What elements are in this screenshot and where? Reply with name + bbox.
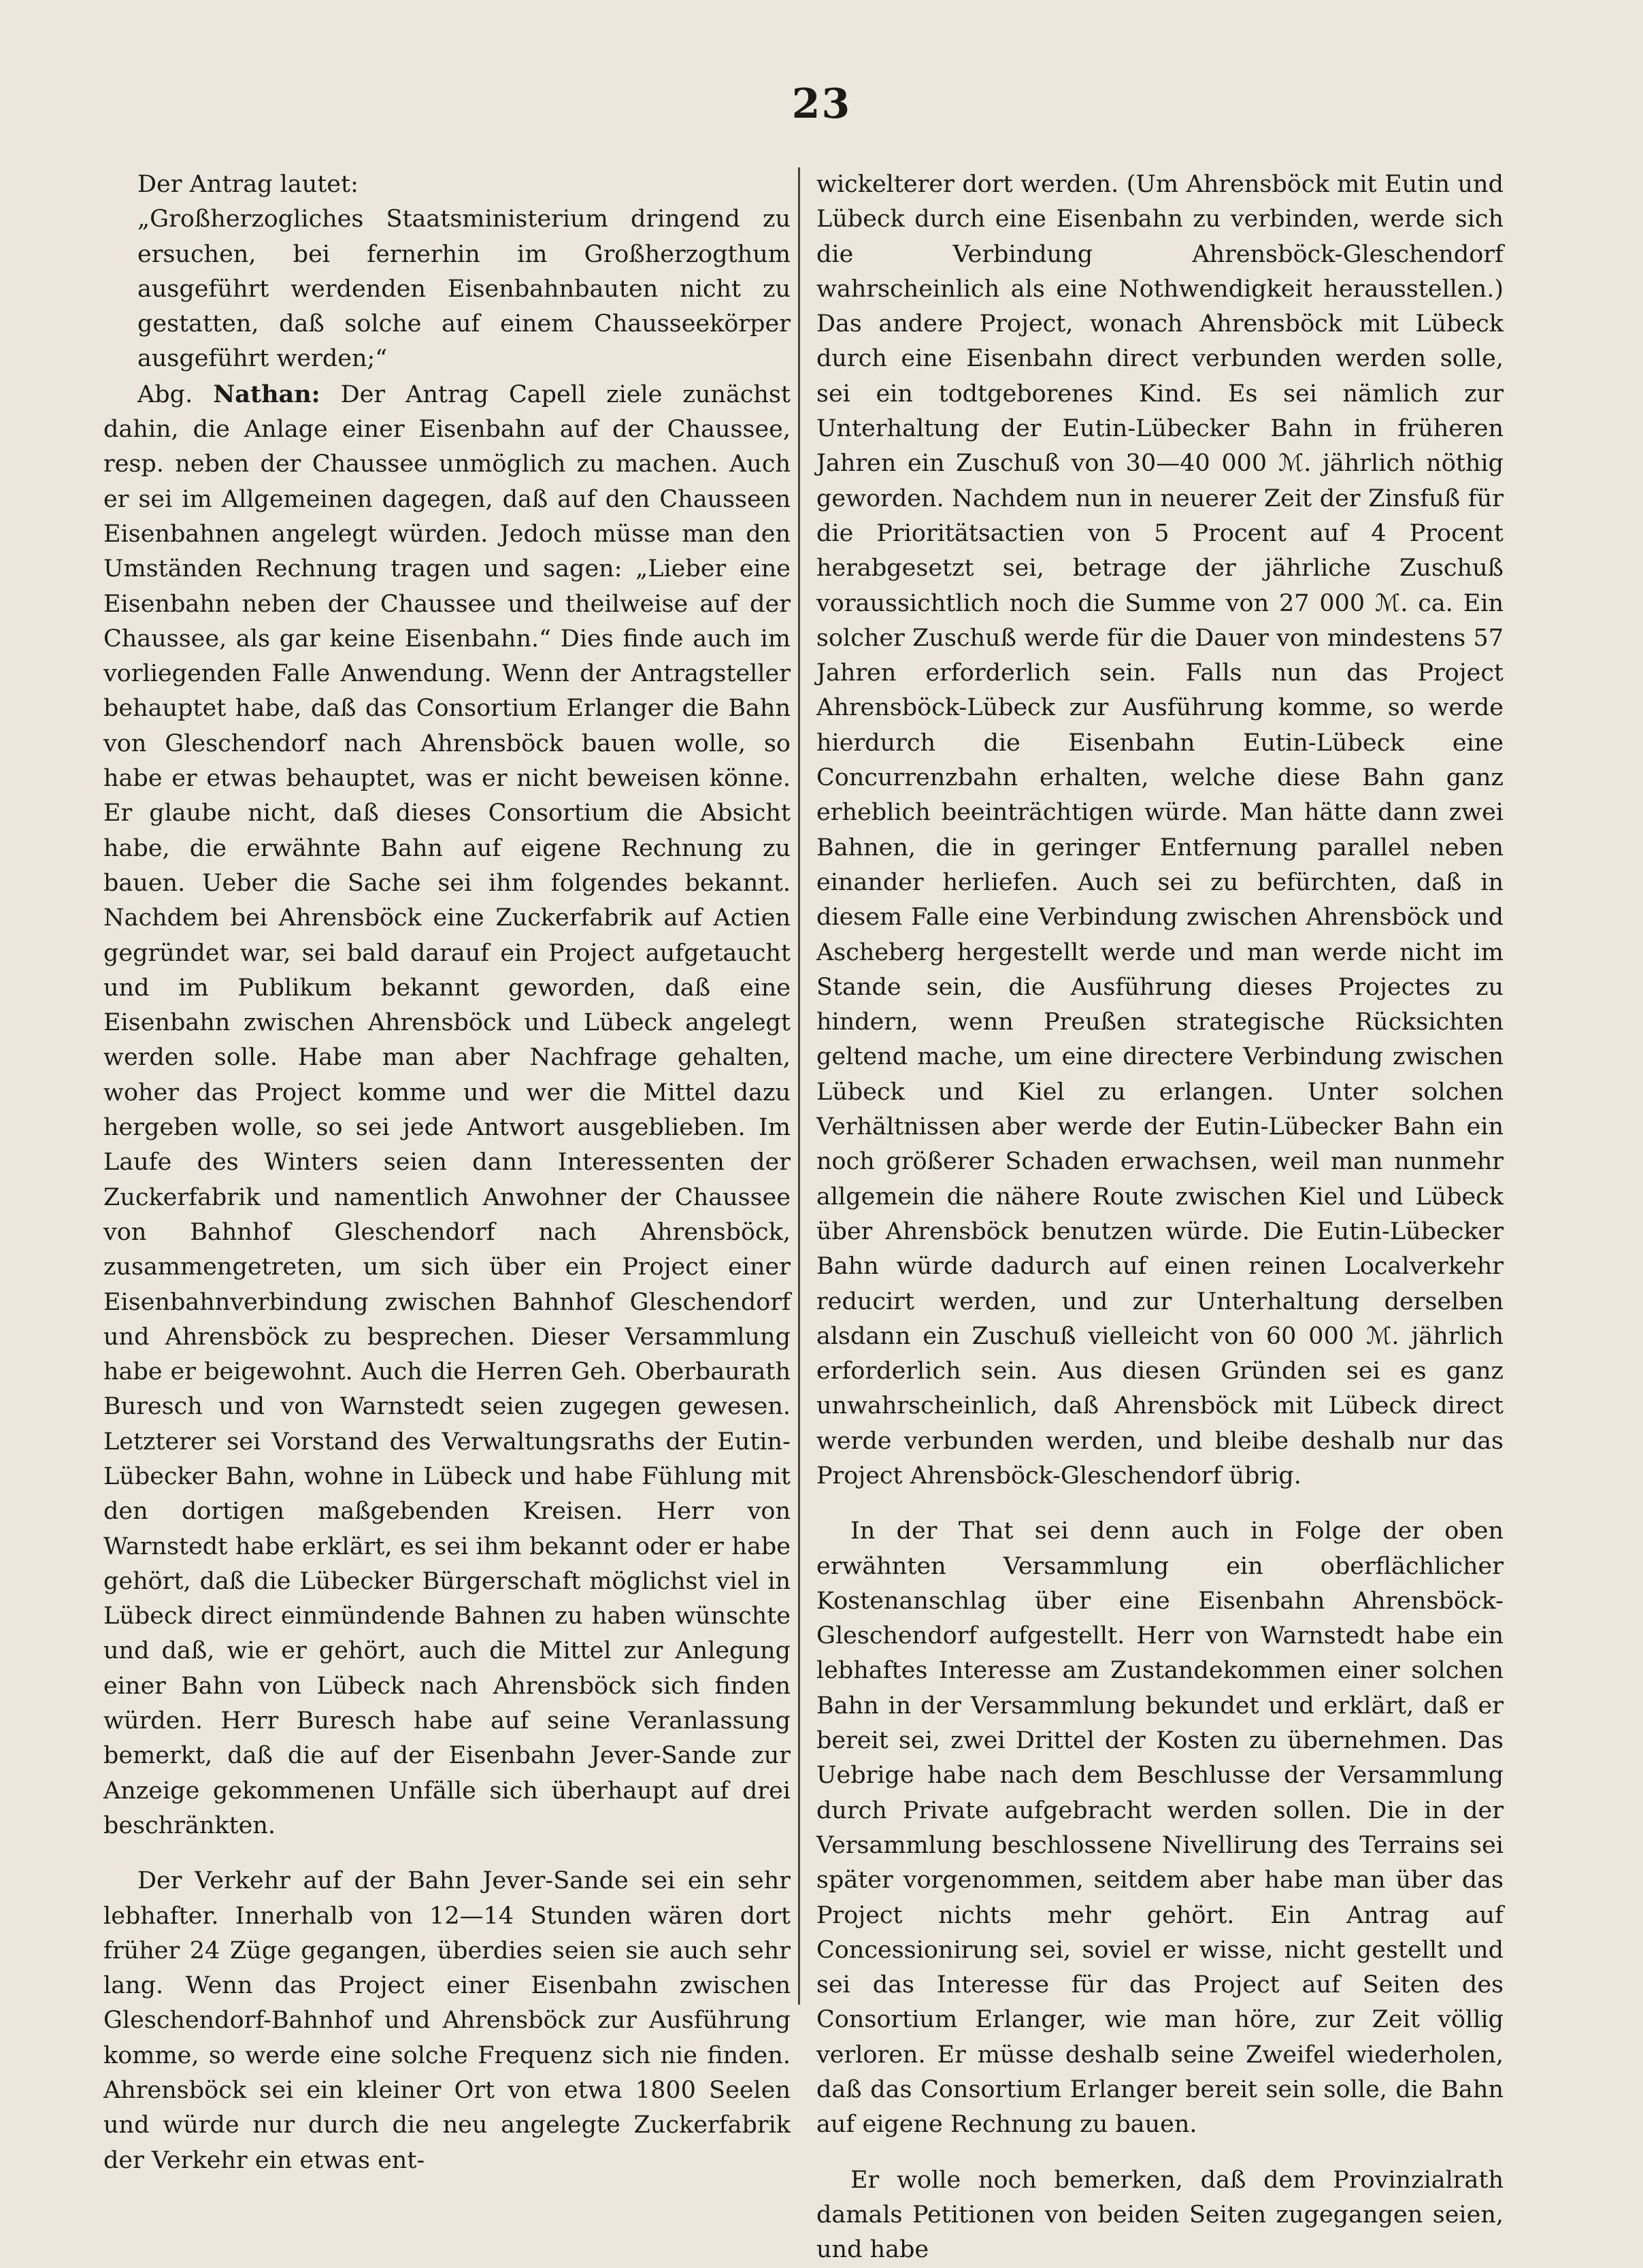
paragraph: Der Verkehr auf der Bahn Jever-Sande sei ein sehr lebhafter. Innerhalb von 12—14 Stunden wären dort früher 24 Züge gegangen, überdies seien sie auch sehr lang. Wenn das Project einer Eisenbahn zwischen Gleschendorf-Bahnhof und Ahrensböck zur Ausführung komme, so werde eine solche Frequenz sich nie finden. Ahrensböck sei ein kleiner Ort von etwa 1800 Seelen und würde nur durch die neu angelegte Zuckerfabrik der Verkehr ein etwas ent- <box>103 1867 791 2174</box>
speech-text: Der Antrag Capell ziele zunächst dahin, die Anlage einer Eisenbahn auf der Chaussee, resp. neben der Chaussee unmöglich zu machen. Auch er sei im Allgemeinen dagegen, daß auf den Chausseen Eisenbahnen angelegt würden. Jedoch müsse man den Umständen Rechnung tragen und sagen: „Lieber eine Eisenbahn neben der Chaussee und theilweise auf der Chaussee, als gar keine Eisenbahn.“ Dies finde auch im vorliegenden Falle Anwendung. Wenn der Antragsteller behauptet habe, daß das Consortium Erlanger die Bahn von Gleschendorf nach Ahrensböck bauen wolle, so habe er etwas behauptet, was er nicht beweisen könne. Er glaube nicht, daß dieses Consortium die Absicht habe, die erwähnte Bahn auf eigene Rechnung zu bauen. Ueber die Sache sei ihm folgendes bekannt. Nachdem bei Ahrensböck eine Zuckerfabrik auf Actien gegründet war, sei bald darauf ein Project aufgetaucht und im Publikum bekannt geworden, daß eine Eisenbahn zwischen Ahrensböck und Lübeck angelegt werden solle. Habe man aber Nachfrage gehalten, woher das Project komme und wer die Mittel dazu hergeben wolle, so sei jede Antwort ausgeblieben. Im Laufe des Winters seien dann Interessenten der Zuckerfabrik und namentlich Anwohner der Chaussee von Bahnhof Gleschendorf nach Ahrensböck, zusammengetreten, um sich über ein Project einer Eisenbahnverbindung zwischen Bahnhof Gleschendorf und Ahrensböck zu besprechen. Dieser Versammlung habe er beigewohnt. Auch die Herren Geh. Oberbaurath Buresch und von Warnstedt seien zugegen gewesen. Letzterer sei Vorstand des Verwaltungsraths der Eutin-Lübecker Bahn, wohne in Lübeck und habe Fühlung mit den dortigen maßgebenden Kreisen. Herr von Warnstedt habe erklärt, es sei ihm bekannt oder er habe gehört, daß die Lübecker Bürgerschaft möglichst viel in Lübeck direct einmündende Bahnen zu haben wünschte und daß, wie er gehört, auch die Mittel zur Anlegung einer Bahn von Lübeck nach Ahrensböck sich finden würden. Herr Buresch habe auf seine Veranlassung bemerkt, daß die auf der Eisenbahn Jever-Sande zur Anzeige gekommenen Unfälle sich überhaupt auf drei beschränkten. <box>103 380 791 1839</box>
intro-line: Der Antrag lautet: <box>137 171 359 198</box>
motion-quote: „Großherzogliches Staatsministerium dringend zu ersuchen, bei fernerhin im Großherzogthum ausgeführt werdenden Eisenbahnbauten nicht zu gestatten, daß solche auf einem Chausseekörper ausgeführt werden;“ <box>137 206 791 373</box>
column-divider <box>798 167 800 2005</box>
right-column <box>816 167 1504 2268</box>
speech-paragraph <box>103 377 791 1843</box>
left-column <box>103 167 791 2178</box>
paragraph: wickelterer dort werden. (Um Ahrensböck mit Eutin und Lübeck durch eine Eisenbahn zu verbinden, werde sich die Verbindung Ahrensböck-Gleschendorf wahrscheinlich als eine Nothwendigkeit herausstellen.) Das andere Project, wonach Ahrensböck mit Lübeck durch eine Eisenbahn direct verbunden werden solle, sei ein todtgeborenes Kind. Es sei nämlich zur Unterhaltung der Eutin-Lübecker Bahn in früheren Jahren ein Zuschuß von 30—40 000 ℳ. jährlich nöthig geworden. Nachdem nun in neuerer Zeit der Zinsfuß für die Prioritätsactien von 5 Procent auf 4 Procent herabgesetzt sei, betrage der jährliche Zuschuß voraussichtlich noch die Summe von 27 000 ℳ. ca. Ein solcher Zuschuß werde für die Dauer von mindestens 57 Jahren erforderlich sein. Falls nun das Project Ahrensböck-Lübeck zur Ausführung komme, so werde hierdurch die Eisenbahn Eutin-Lübeck eine Concurrenzbahn erhalten, welche diese Bahn ganz erheblich beeinträchtigen würde. Man hätte dann zwei Bahnen, die in geringer Entfernung parallel neben einander herliefen. Auch sei zu befürchten, daß in diesem Falle eine Verbindung zwischen Ahrensböck und Ascheberg hergestellt werde und man werde nicht im Stande sein, die Ausführung dieses Projectes zu hindern, wenn Preußen strategische Rücksichten geltend mache, um eine directere Verbindung zwischen Lübeck und Kiel zu erlangen. Unter solchen Verhältnissen aber werde der Eutin-Lübecker Bahn ein noch größerer Schaden erwachsen, weil man nunmehr allgemein die nähere Route zwischen Kiel und Lübeck über Ahrensböck benutzen würde. Die Eutin-Lübecker Bahn würde dadurch auf einen reinen Localverkehr reducirt werden, und zur Unterhaltung derselben alsdann ein Zuschuß vielleicht von 60 000 ℳ. jährlich erforderlich sein. Aus diesen Gründen sei es ganz unwahrscheinlich, daß Ahrensböck mit Lübeck direct werde verbunden werden, und bleibe deshalb nur das Project Ahrensböck-Gleschendorf übrig. <box>816 171 1504 1490</box>
speaker-prefix: Abg. <box>137 380 193 408</box>
paragraph: Er wolle noch bemerken, daß dem Provinzialrath damals Petitionen von beiden Seiten zugegangen seien, und habe <box>816 2166 1504 2264</box>
speaker-name: Nathan: <box>213 380 320 408</box>
paragraph: In der That sei denn auch in Folge der oben erwähnten Versammlung ein oberflächlicher Kostenanschlag über eine Eisenbahn Ahrensböck-Gleschendorf aufgestellt. Herr von Warnstedt habe ein lebhaftes Interesse am Zustandekommen einer solchen Bahn in der Versammlung bekundet und erklärt, daß er bereit sei, zwei Drittel der Kosten zu übernehmen. Das Uebrige habe nach dem Beschlusse der Versammlung durch Private aufgebracht werden sollen. Die in der Versammlung beschlossene Nivellirung des Terrains sei später vorgenommen, seitdem aber habe man über das Project nichts mehr gehört. Ein Antrag auf Concessionirung sei, soviel er wisse, nicht gestellt und sei das Interesse für das Project auf Seiten des Consortium Erlanger, wie man höre, zur Zeit völlig verloren. Er müsse deshalb seine Zweifel wiederholen, daß das Consortium Erlanger bereit sein solle, die Bahn auf eigene Rechnung zu bauen. <box>816 1517 1504 2139</box>
page-number: 23 <box>791 80 852 128</box>
